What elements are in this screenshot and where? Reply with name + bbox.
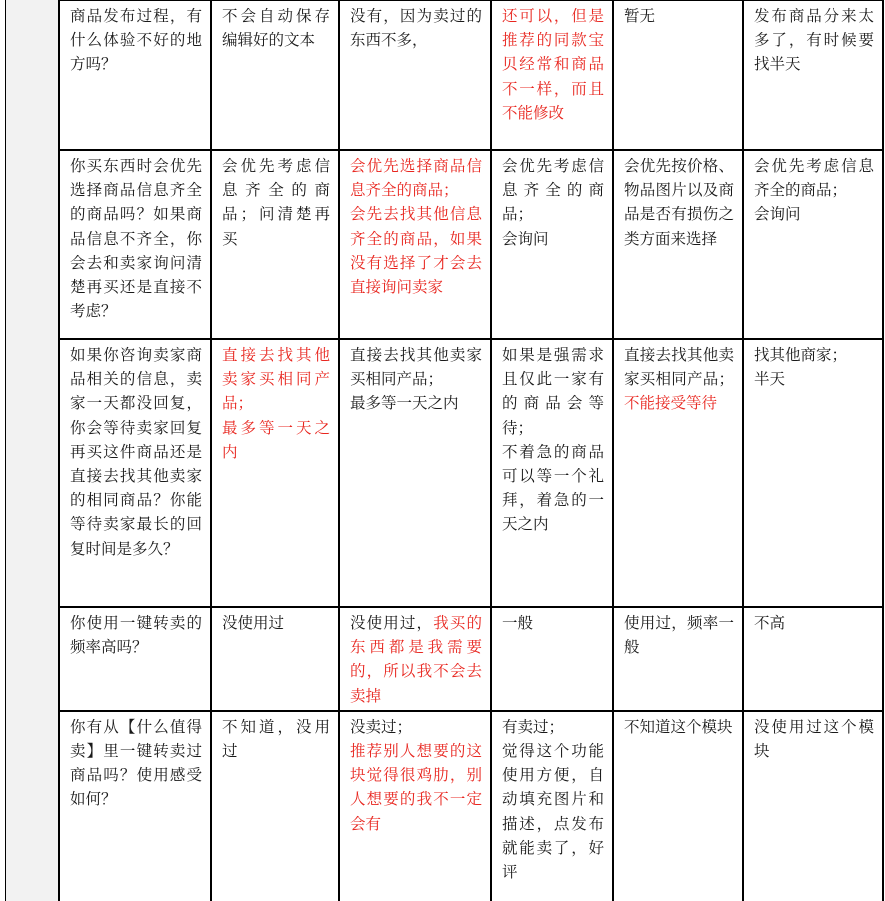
answer-text: 发布商品分来太多了，有时候要找半天 [754, 7, 874, 74]
answer-text: 不着急的商品可以等一个礼拜，着急的一天之内 [502, 442, 604, 534]
answer-cell [613, 150, 743, 339]
table-row [59, 339, 883, 607]
answer-text: 没使用过， [350, 614, 434, 632]
answer-text: 会先去找其他信息齐全的商品，如果没有选择了才会去直接询问卖家 [350, 205, 482, 297]
answer-text: 推荐别人想要的这块觉得很鸡肋，别人想要的我不一定会有 [350, 742, 482, 833]
answer-cell [743, 0, 883, 150]
answer-text: 会优先选择商品信息齐全的商品； [350, 157, 482, 200]
table-row [59, 607, 883, 711]
answer-cell [211, 0, 339, 150]
answer-text: 没卖过； [350, 717, 413, 736]
answer-cell [211, 711, 339, 901]
table-row [59, 150, 883, 339]
answer-text: 直接去找其他卖家买相同产品； [350, 346, 482, 389]
answer-text: 会优先考虑信息齐全的商品； [502, 157, 604, 224]
table-row [59, 711, 883, 901]
answer-text: 暂无 [624, 7, 656, 25]
answer-cell [339, 150, 491, 339]
question-cell: 你买东西时会优先选择商品信息齐全的商品吗？如果商品信息不齐全，你会去和卖家询问清楚再买还是直接不考虑？ [59, 150, 211, 339]
answer-text: 有卖过； [502, 717, 565, 736]
answer-text: 如果是强需求且仅此一家有的商品会等待； [502, 346, 604, 437]
answer-text: 使用过，频率一般 [624, 614, 734, 657]
answer-text: 会询问 [502, 229, 549, 248]
answer-text: 会优先按价格、物品图片以及商品是否有损伤之类方面来选择 [624, 157, 734, 248]
answer-cell [491, 0, 613, 150]
answer-cell [743, 711, 883, 901]
answer-cell [339, 711, 491, 901]
answer-cell [491, 150, 613, 339]
answer-text: 还可以，但是推荐的同款宝贝经常和商品不一样，而且不能修改 [502, 7, 604, 122]
answer-text: 不知道这个模块 [624, 717, 733, 736]
left-gray-column [6, 0, 58, 901]
answer-text: 不知道，没用过 [222, 717, 330, 761]
answer-text: 会询问 [754, 205, 801, 224]
answer-text: 直接去找其他卖家买相同产品； [624, 346, 734, 389]
answer-text: 不能接受等待 [624, 394, 718, 413]
answer-cell [743, 339, 883, 607]
answer-cell [491, 607, 613, 711]
question-cell: 如果你咨询卖家商品相关的信息，卖家一天都没回复，你会等待卖家回复再买这件商品还是直接去找其他卖家的相同商品？你能等待卖家最长的回复时间是多久？ [59, 339, 211, 607]
answer-cell [339, 607, 491, 711]
answer-text: 没有，因为卖过的东西不多， [350, 7, 482, 50]
answer-cell [613, 607, 743, 711]
answer-text: 会优先考虑信息齐全的商品； [754, 157, 874, 200]
answer-cell [491, 339, 613, 607]
answer-cell [339, 0, 491, 150]
answer-text: 找其他商家； [754, 346, 848, 364]
answer-text: 没使用过 [222, 614, 285, 632]
answer-text: 不会自动保存编辑好的文本 [222, 7, 330, 50]
answer-text: 半天 [754, 370, 786, 389]
answer-cell [211, 150, 339, 339]
question-cell: 你有从【什么值得卖】里一键转卖过商品吗？使用感受如何？ [59, 711, 211, 901]
answer-cell [613, 711, 743, 901]
answer-cell [339, 339, 491, 607]
answer-cell [743, 150, 883, 339]
answer-text: 不高 [754, 614, 786, 632]
answer-text: 最多等一天之内 [222, 418, 330, 461]
answer-text: 觉得这个功能使用方便，自动填充图片和描述，点发布就能卖了，好评 [502, 742, 604, 882]
answer-cell [613, 339, 743, 607]
answer-text: 没使用过这个模块 [754, 717, 874, 761]
question-cell: 商品发布过程，有什么体验不好的地方吗？ [59, 0, 211, 150]
answer-cell [613, 0, 743, 150]
answer-cell [211, 339, 339, 607]
answer-cell [211, 607, 339, 711]
answer-text: 会优先考虑信息齐全的商品；问清楚再买 [222, 157, 330, 248]
table-body [59, 0, 883, 901]
answer-cell [743, 607, 883, 711]
answer-text: 一般 [502, 614, 534, 632]
answer-text: 直接去找其他卖家买相同产品； [222, 346, 330, 413]
answer-cell [491, 711, 613, 901]
question-cell: 你使用一键转卖的频率高吗？ [59, 607, 211, 711]
answer-text: 最多等一天之内 [350, 394, 459, 413]
table-row [59, 0, 883, 150]
survey-table [58, 0, 884, 901]
answer-text: 我买的东西都是我需要的，所以我不会去卖掉 [350, 614, 482, 705]
